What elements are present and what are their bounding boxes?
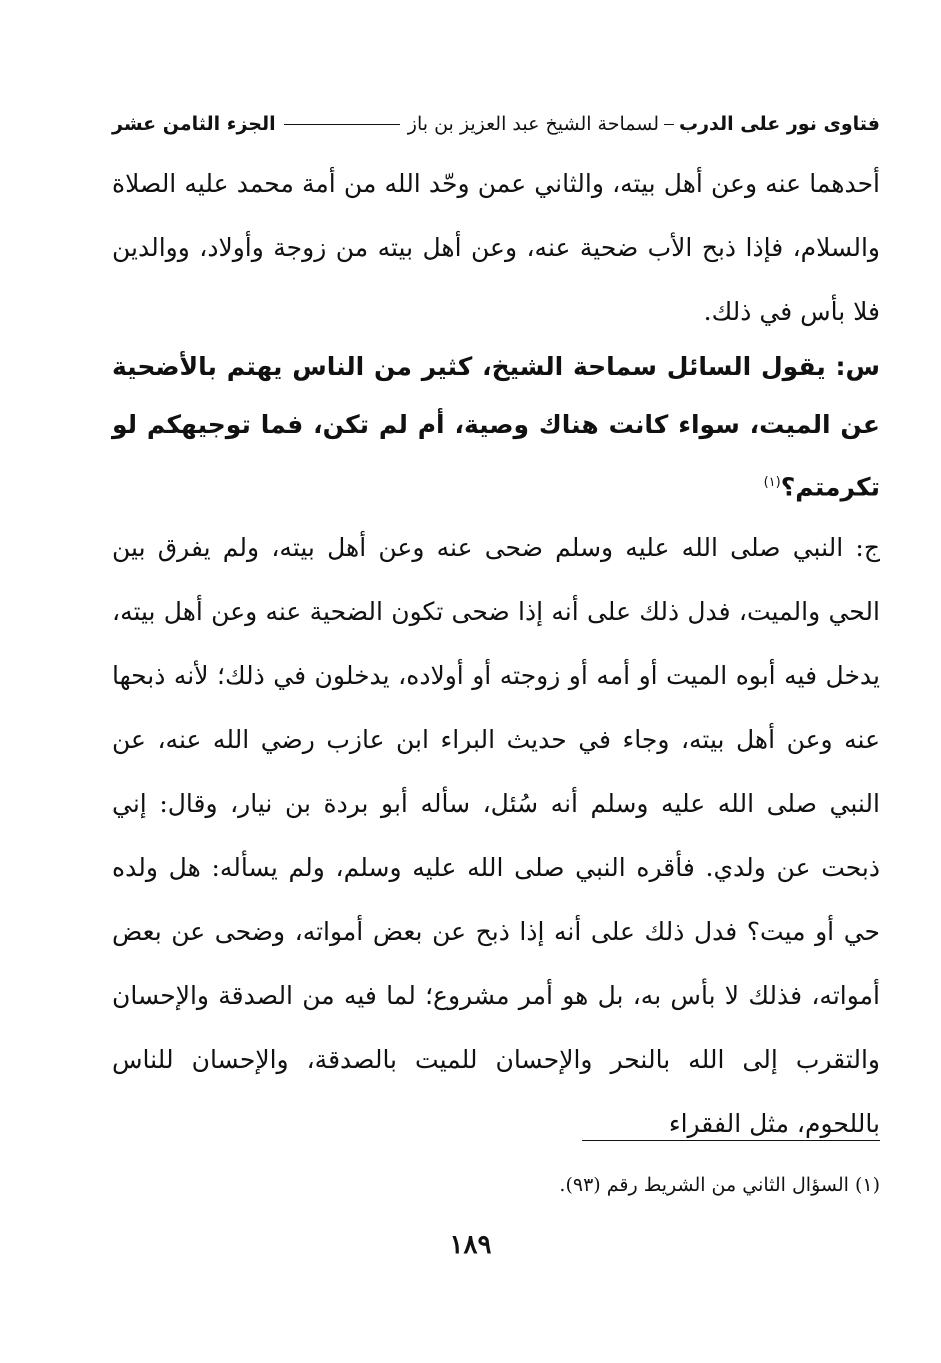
running-header — [112, 104, 880, 144]
footnote: (١) السؤال الثاني من الشريط رقم (٩٣). — [559, 1174, 880, 1196]
header-dash — [664, 124, 674, 125]
footnote-separator — [582, 1140, 880, 1141]
author-name: لسماحة الشيخ عبد العزيز بن باز — [407, 113, 659, 135]
question-paragraph — [112, 338, 880, 516]
answer-paragraph: ج: النبي صلى الله عليه وسلم ضحى عنه وعن أهل بيته، ولم يفرق بين الحي والميت، فدل ذلك على أنه إذا ضحى تكون الضحية عنه وعن أهل بيته، يدخل فيه أبوه الميت أو أمه أو زوجته أو أولاده، يدخلون في ذلك؛ لأنه ذبحها عنه وعن أهل بيته، وجاء في حديث البراء ابن عازب رضي الله عنه، عن النبي صلى الله عليه وسلم أنه سُئل، سأله أبو بردة بن نيار، وقال: إني ذبحت عن ولدي. فأقره النبي صلى الله عليه وسلم، ولم يسأله: هل ولده حي أو ميت؟ فدل ذلك على أنه إذا ذبح عن بعض أمواته، وضحى عن بعض أمواته، فذلك لا بأس به، بل هو أمر مشروع؛ لما فيه من الصدقة والإحسان والتقرب إلى الله بالنحر والإحسان للميت بالصدقة، والإحسان للناس باللحوم، مثل الفقراء — [112, 533, 880, 1138]
question-text: س: يقول السائل سماحة الشيخ، كثير من الناس يهتم بالأضحية عن الميت، سواء كانت هناك وصية، أم لم تكن، فما توجيهكم لو تكرمتم؟ — [112, 352, 880, 502]
continuation-paragraph: أحدهما عنه وعن أهل بيته، والثاني عمن وحّد الله من أمة محمد عليه الصلاة والسلام، فإذا ذبح الأب ضحية عنه، وعن أهل بيته من زوجة وأولاد، ووالدين فلا بأس في ذلك. — [112, 169, 880, 326]
header-rule — [284, 124, 400, 125]
part-label: الجزء الثامن عشر — [112, 113, 276, 135]
footnote-reference: (١) — [763, 475, 781, 490]
page-number: ١٨٩ — [449, 1230, 492, 1260]
book-title: فتاوى نور على الدرب — [679, 113, 880, 135]
